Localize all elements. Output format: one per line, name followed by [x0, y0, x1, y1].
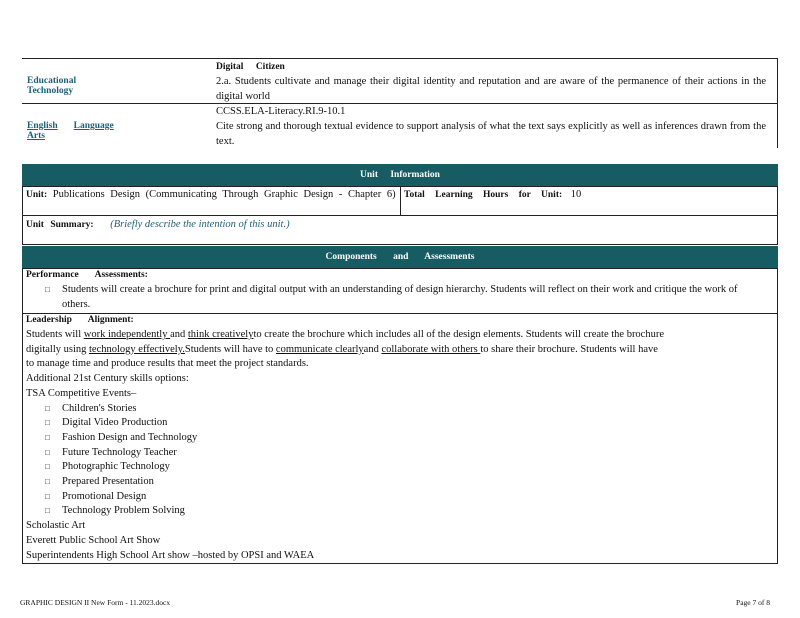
list-item: □ Fashion Design and Technology: [26, 431, 771, 446]
components-divider: [22, 313, 778, 314]
bullet-icon: □: [45, 447, 50, 457]
standard-label-ela: English LanguageArts: [27, 121, 114, 141]
performance-label: Performance Assessments:: [26, 270, 148, 280]
unit-summary: Unit Summary: (Briefly describe the intention of this unit.): [26, 219, 290, 230]
list-item: □ Technology Problem Solving: [26, 504, 771, 519]
list-item: □ Future Technology Teacher: [26, 446, 771, 461]
top-table-border: [22, 58, 778, 59]
footer-page-number: Page 7 of 8: [736, 598, 770, 607]
other-event-1: Scholastic Art: [26, 520, 86, 532]
other-event-3: Superintendents High School Art show –hosted by OPSI and WAEA: [26, 549, 315, 561]
list-item: □ Promotional Design: [26, 490, 771, 505]
bullet-icon: □: [45, 462, 50, 472]
top-table-right-border: [777, 58, 778, 148]
standard-text-edtech: 2.a. Students cultivate and manage their digital identity and reputation and are aware of the permanence of their actions in the digital world: [216, 76, 766, 102]
standard-label-edtech: EducationalTechnology: [27, 76, 77, 96]
other-event-2: Everett Public School Art Show: [26, 534, 161, 546]
bullet-icon: □: [45, 432, 50, 442]
additional-skills: Additional 21st Century skills options:: [26, 373, 189, 385]
unit-info-divider: [22, 215, 778, 216]
standard-title-ela: CCSS.ELA-Literacy.RI.9-10.1: [216, 106, 346, 117]
bullet-icon: □: [45, 477, 50, 487]
unit-info-header: Unit Information: [22, 164, 778, 186]
leadership-label: Leadership Alignment:: [26, 315, 134, 325]
bullet-icon: □: [45, 285, 50, 294]
standard-title-edtech: Digital Citizen: [216, 62, 285, 72]
leadership-line-3: to manage time and produce results that meet the project standards.: [26, 358, 309, 370]
unit-hours: Total Learning Hours for Unit: 10: [404, 189, 582, 200]
tsa-label: TSA Competitive Events–: [26, 387, 137, 399]
unit-info-col-divider: [400, 186, 401, 215]
leadership-text: [26, 328, 771, 563]
leadership-line-2: digitally using technology effectively.Students will have to communicate clearlyand collaborate with others to share their brochure. Students will have: [26, 343, 658, 355]
performance-list: [26, 283, 766, 312]
tsa-events-list: [26, 402, 771, 520]
list-item: □ Photographic Technology: [26, 460, 771, 475]
footer-filename: GRAPHIC DESIGN II New Form - 11.2023.docx: [20, 598, 171, 607]
leadership-line-1: Students will work independently and think creativelyto create the brochure which includes all of the design elements. Students will create the brochure: [26, 329, 665, 340]
unit-name: Unit: Publications Design (Communicating Through Graphic Design - Chapter 6): [26, 189, 396, 200]
performance-item: □ Students will create a brochure for print and digital output with an understanding of design hierarchy. Students will reflect on their work and critique the work of others.: [45, 284, 738, 310]
list-item: □ Children's Stories: [26, 402, 771, 417]
bullet-icon: □: [45, 491, 50, 501]
list-item: □ Prepared Presentation: [26, 475, 771, 490]
bullet-icon: □: [45, 418, 50, 428]
components-header: Components and Assessments: [22, 246, 778, 268]
standard-text-ela: Cite strong and thorough textual evidence to support analysis of what the text says explicitly as well as inferences drawn from the text.: [216, 121, 766, 147]
bullet-icon: □: [45, 506, 50, 516]
bullet-icon: □: [45, 403, 50, 413]
list-item: □ Digital Video Production: [26, 416, 771, 431]
